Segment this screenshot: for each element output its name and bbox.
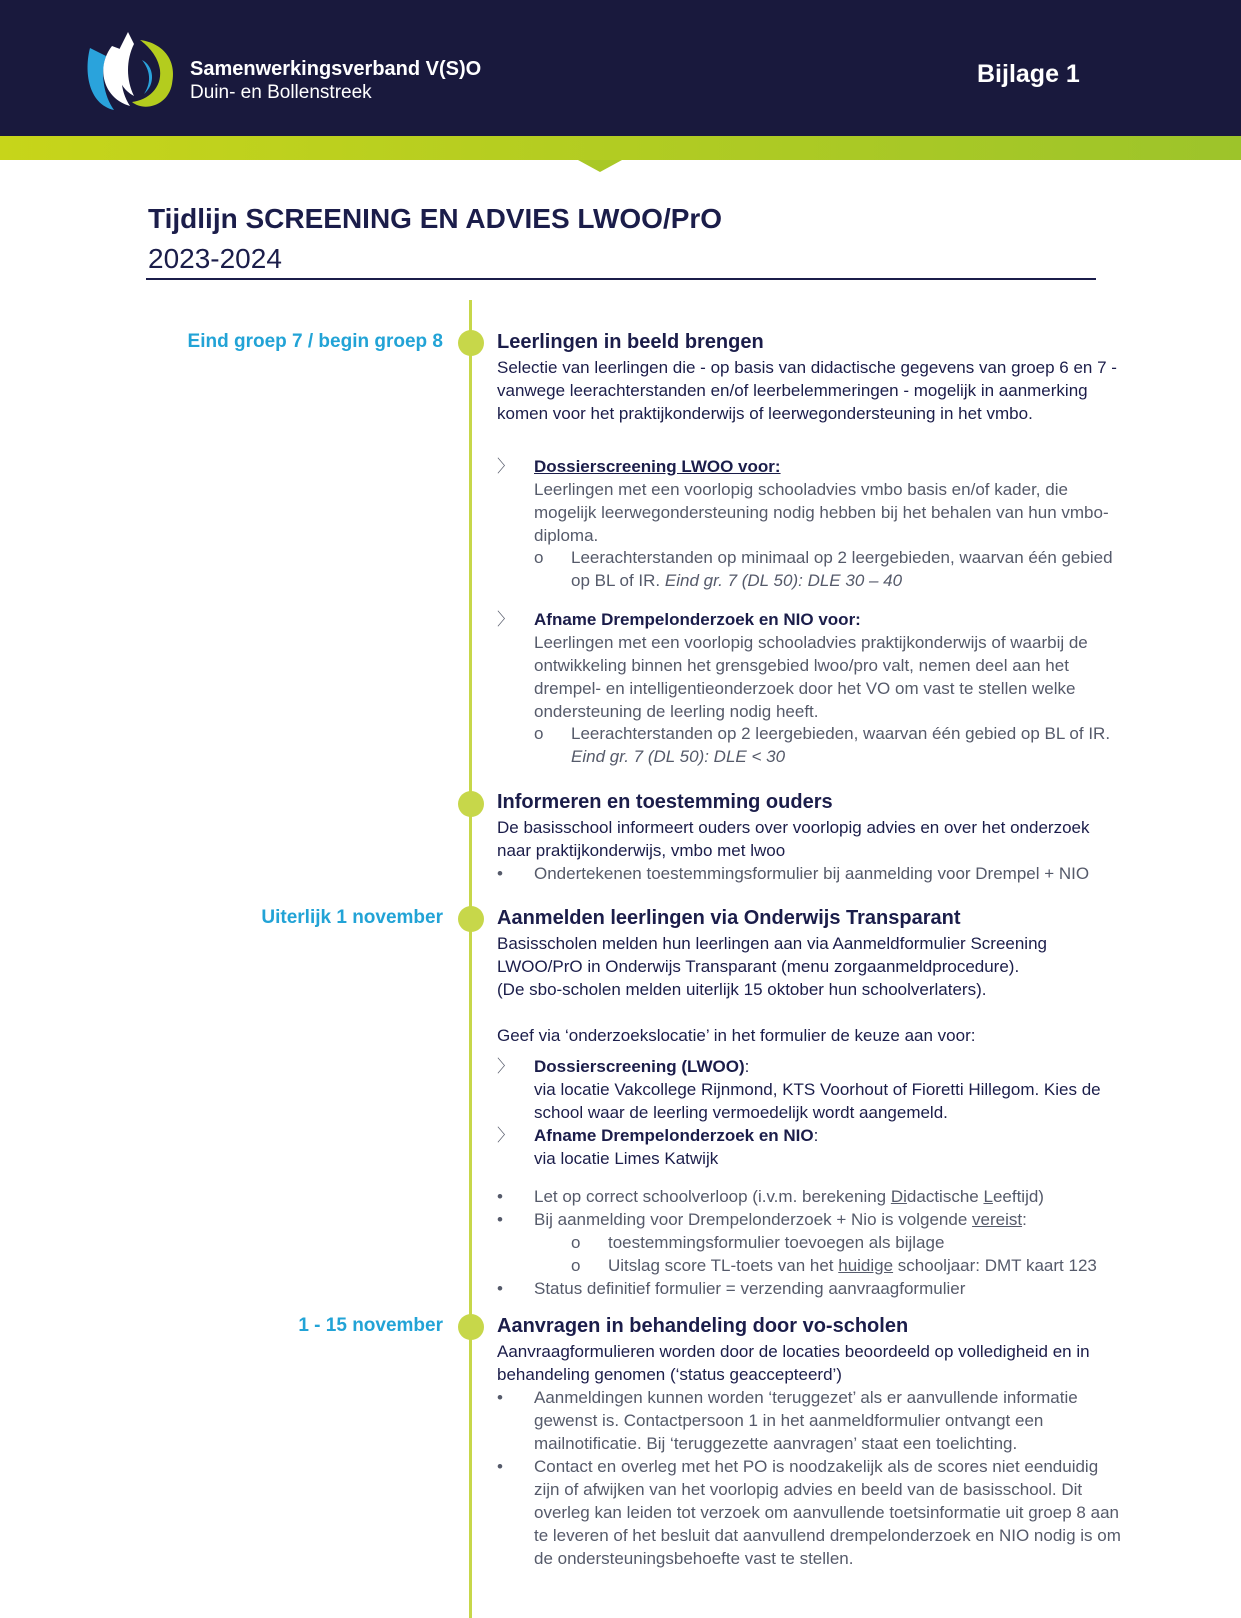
list-subitem-criteria: Eind gr. 7 (DL 50): DLE < 30: [571, 747, 786, 766]
bullet-text: eeftijd): [992, 1187, 1044, 1206]
bullet-text: Ondertekenen toestemmingsformulier bij aanmelding voor Drempel + NIO: [534, 864, 1090, 883]
list-subitem-criteria: Eind gr. 7 (DL 50): DLE 30 – 40: [664, 571, 903, 590]
list-item-heading: Dossierscreening LWOO voor:: [534, 457, 781, 476]
timeline-dot: [458, 906, 484, 932]
bullet-text-underlined: vereist: [972, 1210, 1023, 1229]
bullet-text: Bij aanmelding voor Drempelonderzoek + Nio is volgende: [534, 1210, 972, 1229]
list-item-heading: Afname Drempelonderzoek en NIO voor:: [534, 610, 861, 629]
chevron-right-icon: 〉: [497, 1126, 514, 1145]
section-title: Aanmelden leerlingen via Onderwijs Transparant: [497, 907, 961, 929]
organization-name: Samenwerkingsverband V(S)O: [190, 58, 482, 80]
list-item-colon: :: [744, 1057, 750, 1076]
section-paragraph: Selectie van leerlingen die - op basis van didactische gegevens van groep 6 en 7 - vanwege leerachterstanden en/of leerbelemmeringen - mogelijk in aanmerking komen voor het praktijkonderwijs of leerwegondersteuning in het vmbo.: [497, 358, 1117, 423]
chevron-right-icon: 〉: [497, 457, 514, 476]
bullet-text-underlined: Di: [890, 1187, 907, 1206]
document-year: 2023-2024: [148, 243, 282, 274]
organization-subtitle: Duin- en Bollenstreek: [190, 82, 372, 103]
appendix-label: Bijlage 1: [977, 60, 1080, 88]
list-item-text: via locatie Limes Katwijk: [534, 1149, 719, 1168]
bullet-icon: •: [497, 1187, 503, 1206]
chevron-right-icon: 〉: [497, 1057, 514, 1076]
bullet-text: Contact en overleg met het PO is noodzakelijk als de scores niet eenduidig zijn of afwijken van het voorlopig advies en beeld van de basisschool. Dit overleg kan leiden tot verzoek om aanvullende toetsinformatie uit groep 8 aan te leveren of het besluit dat aanvullend drempelonderzoek en NIO nodig is om de ondersteuningsbehoefte vast te stellen.: [534, 1457, 1121, 1568]
bullet-text-underlined: L: [983, 1187, 993, 1206]
list-item-text: Leerlingen met een voorlopig schooladvies vmbo basis en/of kader, die mogelijk leerwegondersteuning nodig hebben bij het behalen van hun vmbo-diploma.: [534, 480, 1109, 545]
list-subitem-text: Uitslag score TL-toets van het: [608, 1256, 839, 1275]
circle-bullet-icon: o: [534, 548, 544, 567]
list-item-colon: :: [813, 1126, 819, 1145]
timeline-dot: [458, 330, 484, 356]
bullet-icon: •: [497, 864, 503, 883]
circle-bullet-icon: o: [534, 724, 544, 743]
page-header: [0, 0, 1241, 136]
timeline-date-label: Uiterlijk 1 november: [261, 907, 443, 928]
bullet-text: dactische: [906, 1187, 984, 1206]
section-title: Aanvragen in behandeling door vo-scholen: [497, 1315, 909, 1337]
header-accent-notch: [578, 160, 622, 172]
list-subitem-text-underlined: huidige: [838, 1256, 894, 1275]
section-paragraph: De basisschool informeert ouders over voorlopig advies en over het onderzoek naar praktijkonderwijs, vmbo met lwoo: [497, 818, 1090, 860]
list-subitem-text: Leerachterstanden op minimaal op 2 leergebieden, waarvan één gebied op BL of IR.: [571, 548, 1113, 590]
bullet-text: Aanmeldingen kunnen worden ‘teruggezet’ als er aanvullende informatie gewenst is. Contactpersoon 1 in het aanmeldformulier ontvangt een mailnotificatie. Bij ‘teruggezette aanvragen’ staat een toelichting.: [534, 1388, 1078, 1453]
list-subitem-text: Leerachterstanden op 2 leergebieden, waarvan één gebied op BL of IR.: [571, 724, 1111, 743]
bullet-text: :: [1022, 1210, 1027, 1229]
header-accent-band: [0, 136, 1241, 160]
bullet-text: Let op correct schoolverloop (i.v.m. berekening: [534, 1187, 891, 1206]
section-paragraph: Geef via ‘onderzoekslocatie’ in het formulier de keuze aan voor:: [497, 1026, 976, 1045]
bullet-icon: •: [497, 1210, 503, 1229]
timeline-date-label: 1 - 15 november: [298, 1315, 443, 1336]
title-divider: [146, 278, 1096, 280]
bullet-text: Status definitief formulier = verzending aanvraagformulier: [534, 1279, 966, 1298]
circle-bullet-icon: o: [571, 1233, 581, 1252]
section-paragraph: Basisscholen melden hun leerlingen aan via Aanmeldformulier Screening LWOO/PrO in Onderwijs Transparant (menu zorgaanmeldprocedure).: [497, 934, 1047, 976]
bullet-icon: •: [497, 1457, 503, 1476]
list-item-text: Leerlingen met een voorlopig schooladvies praktijkonderwijs of waarbij de ontwikkeling binnen het grensgebied lwoo/pro valt, nemen deel aan het drempel- en intelligentieonderzoek door het VO om vast te stellen welke ondersteuning de leerling nodig heeft.: [534, 633, 1088, 721]
bullet-icon: •: [497, 1388, 503, 1407]
timeline-line: [469, 300, 472, 1618]
section-title: Informeren en toestemming ouders: [497, 791, 833, 813]
section-paragraph: Aanvraagformulieren worden door de locaties beoordeeld op volledigheid en in behandeling genomen (‘status geaccepteerd’): [497, 1342, 1090, 1384]
list-item-heading: Dossierscreening (LWOO): [534, 1057, 745, 1076]
chevron-right-icon: 〉: [497, 610, 514, 629]
timeline-dot: [458, 791, 484, 817]
list-subitem-text: schooljaar: DMT kaart 123: [893, 1256, 1097, 1275]
section-paragraph: (De sbo-scholen melden uiterlijk 15 oktober hun schoolverlaters).: [497, 980, 987, 999]
list-item-heading: Afname Drempelonderzoek en NIO: [534, 1126, 814, 1145]
bullet-icon: •: [497, 1279, 503, 1298]
section-title: Leerlingen in beeld brengen: [497, 331, 764, 353]
document-title: Tijdlijn SCREENING EN ADVIES LWOO/PrO: [148, 203, 723, 234]
list-subitem-text: toestemmingsformulier toevoegen als bijlage: [608, 1233, 945, 1252]
timeline-date-label: Eind groep 7 / begin groep 8: [187, 331, 443, 352]
list-item-text: via locatie Vakcollege Rijnmond, KTS Voorhout of Fioretti Hillegom. Kies de school waar de leerling vermoedelijk wordt aangemeld.: [534, 1080, 1101, 1122]
circle-bullet-icon: o: [571, 1256, 581, 1275]
organization-logo-icon: [82, 26, 182, 116]
timeline-dot: [458, 1314, 484, 1340]
